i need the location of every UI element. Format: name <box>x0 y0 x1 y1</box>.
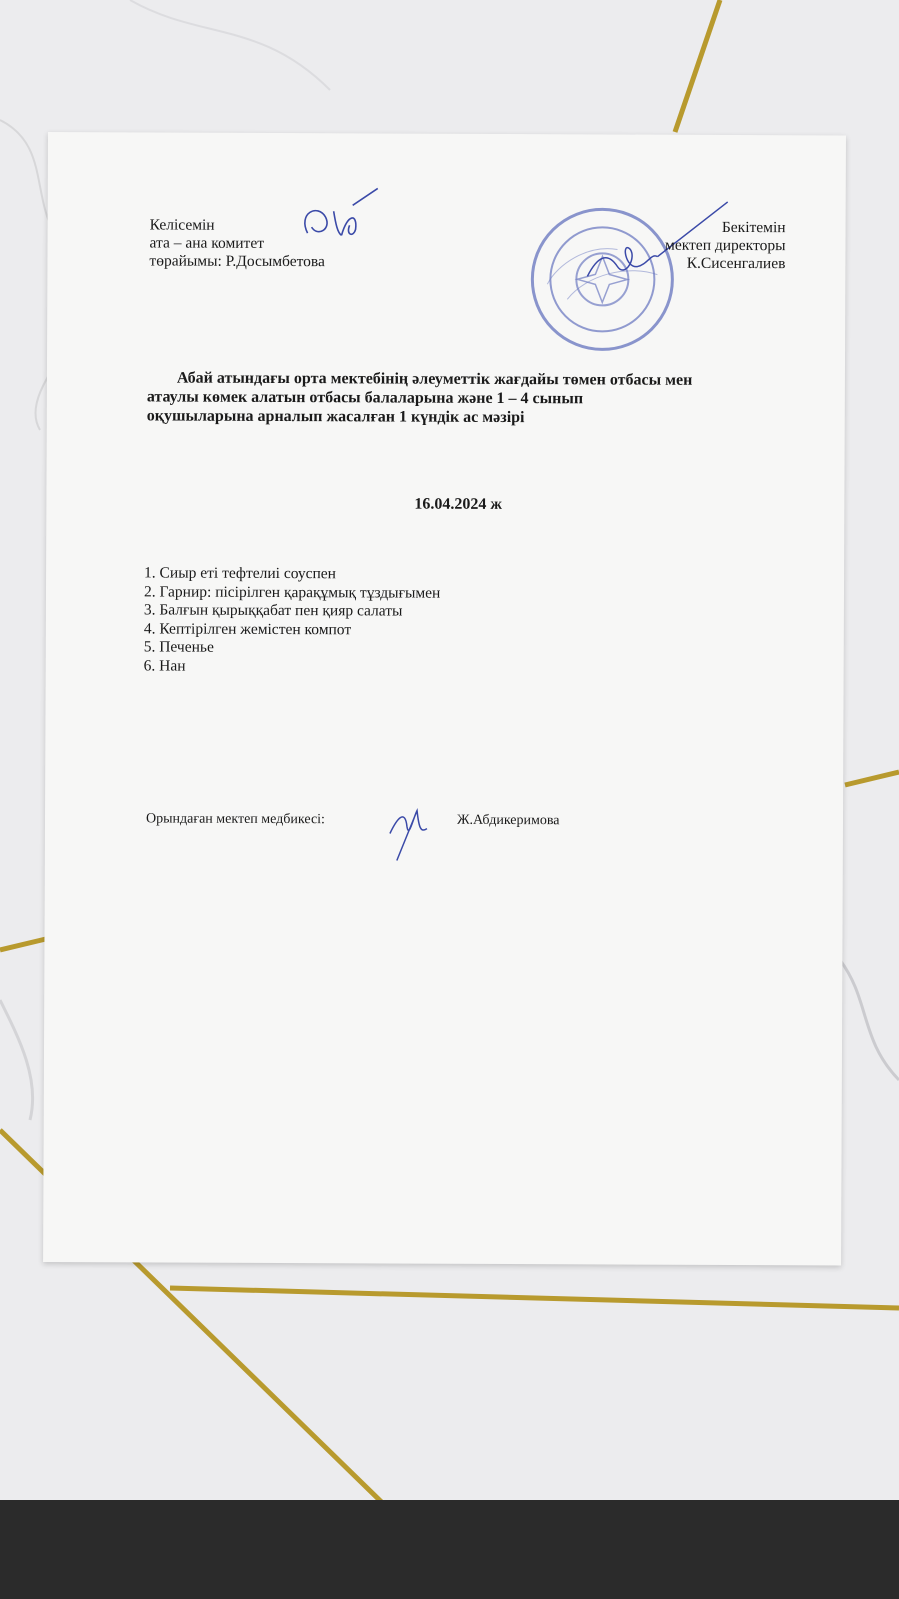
title-line1: Абай атындағы орта мектебінің әлеуметтік жағдайы төмен отбасы мен <box>176 369 693 389</box>
agreed-line1: Келісемін <box>149 216 215 234</box>
approved-block <box>607 218 785 273</box>
menu-list <box>144 564 441 676</box>
title-line2: атаулы көмек алатын отбасы балаларына және 1 – 4 сынып <box>146 388 584 408</box>
menu-item: 6. Нан <box>143 656 186 675</box>
nurse-label: Орындаған мектеп медбикесі: <box>145 811 325 828</box>
approved-line3: К.Сисенгалиев <box>686 254 786 273</box>
document-title <box>147 368 693 427</box>
menu-item: 4. Кептірілген жемістен компот <box>143 619 352 638</box>
document-page <box>43 132 846 1265</box>
menu-item: 3. Балғын қырыққабат пен қияр салаты <box>143 601 403 620</box>
menu-item: 1. Сиыр еті тефтелиі соуспен <box>144 564 337 583</box>
approved-line1: Бекітемін <box>721 218 786 237</box>
agreed-line3: төрайымы: Р.Досымбетова <box>149 252 325 271</box>
nurse-name: Ж.Абдикеримова <box>456 812 560 829</box>
document-date: 16.04.2024 ж <box>414 495 503 513</box>
nurse-signature <box>385 788 435 863</box>
approved-line2: мектеп директоры <box>665 236 786 255</box>
menu-item: 5. Печенье <box>143 638 214 656</box>
title-line3: оқушыларына арналып жасалған 1 күндік ас мәзірі <box>146 407 525 427</box>
committee-signature <box>297 183 387 253</box>
agreed-line2: ата – ана комитет <box>149 234 265 252</box>
floor-strip <box>0 1500 899 1599</box>
menu-item: 2. Гарнир: пісірілген қарақұмық тұздығымен <box>143 582 441 602</box>
